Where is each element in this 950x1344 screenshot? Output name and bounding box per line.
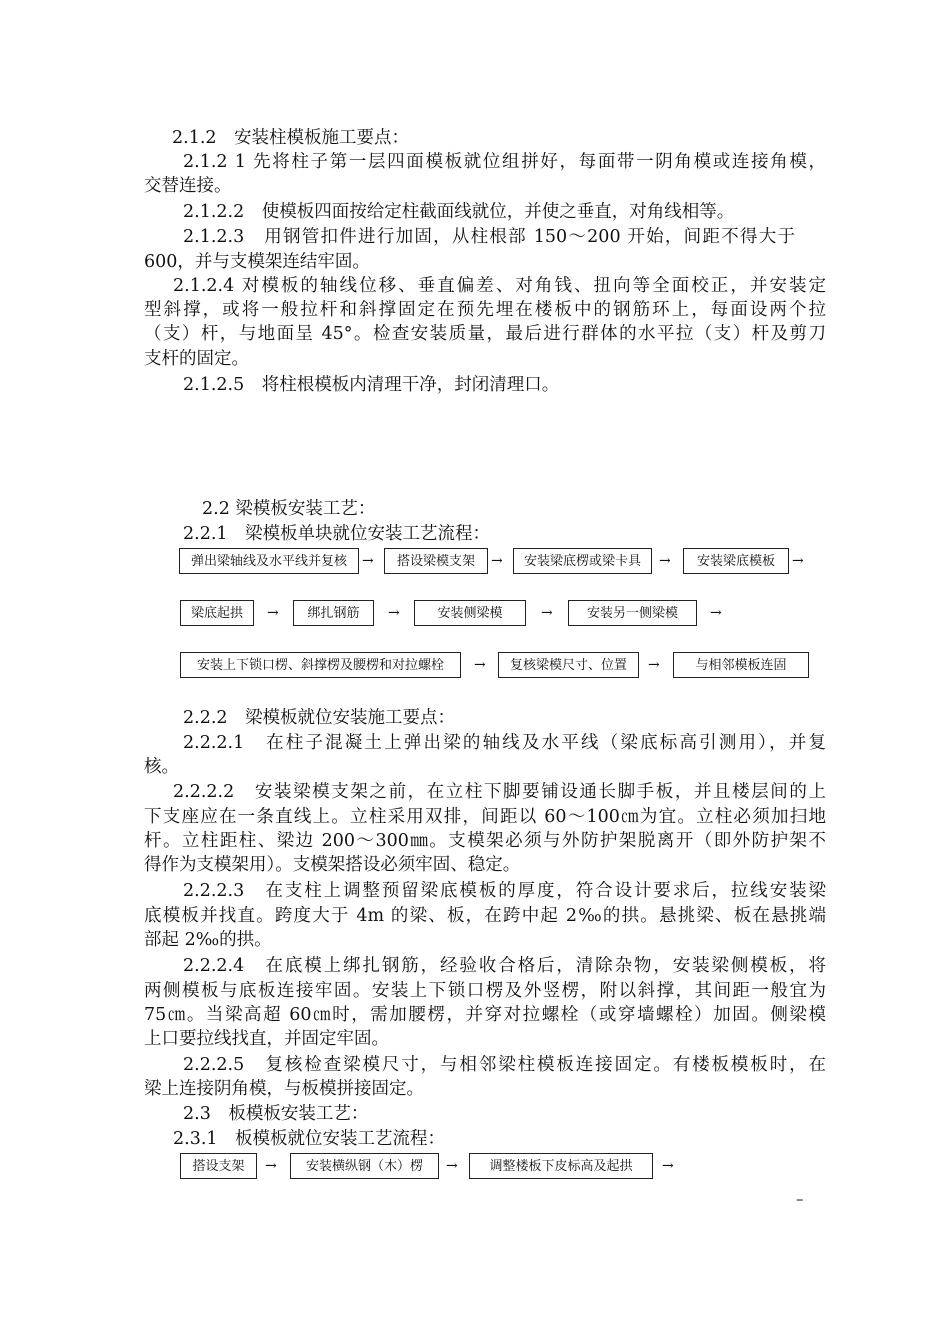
paragraph-2-1-2-2: 2.1.2.2 使模板四面按给定柱截面线就位，并使之垂直，对角线相等。 (183, 202, 735, 222)
paragraph-2-2-2-1-line-1: 2.2.2.1 在柱子混凝土上弹出梁的轴线及水平线（梁底标高引测用），并复 (183, 733, 826, 753)
paragraph-2-2-2-2-line-2: 下支座应在一条直线上。立柱采用双排，间距以 60～100㎝为宜。立柱必须加扫地 (144, 807, 826, 827)
paragraph-2-2-2-3-line-1: 2.2.2.3 在支柱上调整预留梁底模板的厚度，符合设计要求后，拉线安装梁 (183, 881, 826, 901)
page-footer-mark: – (796, 1190, 804, 1208)
paragraph-2-2-2-2-line-4: 得作为支模架用）。支模架搭设必须牢固、稳定。 (144, 855, 521, 875)
flow-step: 安装横纵钢（木）楞 (290, 1153, 439, 1179)
flow-step: 安装另一侧梁模 (568, 600, 697, 626)
paragraph-2-2-2-3-line-2: 底模板并找直。跨度大于 4m 的梁、板，在跨中起 2‰的拱。悬挑梁、板在悬挑端 (144, 906, 826, 926)
flow-arrow: → (659, 553, 671, 569)
flow-step: 安装梁底楞或梁卡具 (513, 548, 652, 574)
flow-arrow: → (648, 657, 660, 673)
flow-arrow: → (491, 553, 503, 569)
paragraph-2-2-2-3-line-3: 部起 2‰的拱。 (144, 930, 272, 950)
flow-step: 安装侧梁模 (414, 600, 526, 626)
paragraph-2-1-2-1-line-2: 交替连接。 (144, 176, 232, 196)
paragraph-2-2-2-5-line-1: 2.2.2.5 复核检查梁模尺寸，与相邻梁柱模板连接固定。有楼板模板时，在 (183, 1055, 826, 1075)
flow-arrow: → (267, 605, 279, 621)
flow-arrow: → (446, 1158, 458, 1174)
paragraph-2-1-2-4-line-2: 型斜撑，或将一般拉杆和斜撑固定在预先埋在楼板中的钢筋环上，每面设两个拉 (144, 300, 826, 320)
flow-step: 绑扎钢筋 (293, 600, 374, 626)
section-heading-2-1-2: 2.1.2 安装柱模板施工要点： (172, 128, 410, 148)
flow-arrow: → (792, 553, 804, 569)
section-heading-2-3: 2.3 板模板安装工艺： (183, 1104, 369, 1124)
paragraph-2-1-2-4-line-4: 支杆的固定。 (144, 349, 249, 369)
flow-heading-2-2-1: 2.2.1 梁模板单块就位安装工艺流程： (183, 524, 491, 544)
paragraph-2-2-2-4-line-1: 2.2.2.4 在底模上绑扎钢筋，经验收合格后，清除杂物，安装梁侧模板，将 (183, 956, 826, 976)
flow-step: 搭设梁模支架 (384, 548, 488, 574)
paragraph-2-1-2-5: 2.1.2.5 将柱根模板内清理干净，封闭清理口。 (183, 375, 560, 395)
flow-step: 安装上下锁口楞、斜撑楞及腰楞和对拉螺栓 (180, 652, 461, 678)
paragraph-2-1-2-1-line-1: 2.1.2 1 先将柱子第一层四面模板就位组拼好，每面带一阴角模或连接角模， (183, 152, 826, 172)
flow-step: 弹出梁轴线及水平线并复核 (179, 548, 359, 574)
flow-arrow: → (388, 605, 400, 621)
paragraph-2-2-2-1-line-2: 核。 (144, 757, 179, 777)
flow-step: 与相邻模板连固 (673, 652, 809, 678)
paragraph-2-2-2-2-line-3: 杆。立柱距柱、梁边 200～300㎜。支模架必须与外防护架脱离开（即外防护架不 (144, 831, 826, 851)
paragraph-2-2-2-4-line-4: 上口要拉线找直，并固定牢固。 (144, 1029, 389, 1049)
paragraph-2-2-2-2-line-1: 2.2.2.2 安装梁模支架之前，在立柱下脚要铺设通长脚手板，并且楼层间的上 (173, 782, 826, 802)
flow-heading-2-3-1: 2.3.1 板模板就位安装工艺流程： (173, 1129, 446, 1149)
paragraph-2-1-2-4-line-1: 2.1.2.4 对模板的轴线位移、垂直偏差、对角钱、扭向等全面校正，并安装定 (173, 276, 826, 296)
flow-step: 复核梁模尺寸、位置 (498, 652, 639, 678)
flow-step: 安装梁底模板 (683, 548, 789, 574)
section-heading-2-2: 2.2 梁模板安装工艺： (202, 499, 376, 519)
paragraph-2-1-2-3-line-2: 600，并与支模架连结牢固。 (144, 252, 370, 272)
flow-arrow: → (362, 553, 374, 569)
flow-step: 搭设支架 (180, 1153, 257, 1179)
paragraph-2-1-2-4-line-3: （支）杆，与地面呈 45°。检查安装质量，最后进行群体的水平拉（支）杆及剪刀 (144, 324, 826, 344)
points-heading-2-2-2: 2.2.2 梁模板就位安装施工要点： (183, 708, 456, 728)
flow-step: 调整楼板下皮标高及起拱 (469, 1153, 653, 1179)
flow-arrow: → (710, 605, 722, 621)
flow-step: 梁底起拱 (180, 600, 254, 626)
paragraph-2-2-2-5-line-2: 梁上连接阴角模，与板模拼接固定。 (144, 1079, 424, 1099)
flow-arrow: → (541, 605, 553, 621)
paragraph-2-1-2-3-line-1: 2.1.2.3 用钢管扣件进行加固，从柱根部 150～200 开始，间距不得大于 (183, 227, 795, 247)
paragraph-2-2-2-4-line-3: 75㎝。当梁高超 60㎝时，需加腰楞，并穿对拉螺栓（或穿墙螺栓）加固。侧梁模 (144, 1005, 826, 1025)
paragraph-2-2-2-4-line-2: 两侧模板与底板连接牢固。安装上下锁口楞及外竖楞，附以斜撑，其间距一般宜为 (144, 981, 826, 1001)
flow-arrow: → (474, 657, 486, 673)
flow-arrow: → (662, 1158, 674, 1174)
flow-arrow: → (265, 1158, 277, 1174)
